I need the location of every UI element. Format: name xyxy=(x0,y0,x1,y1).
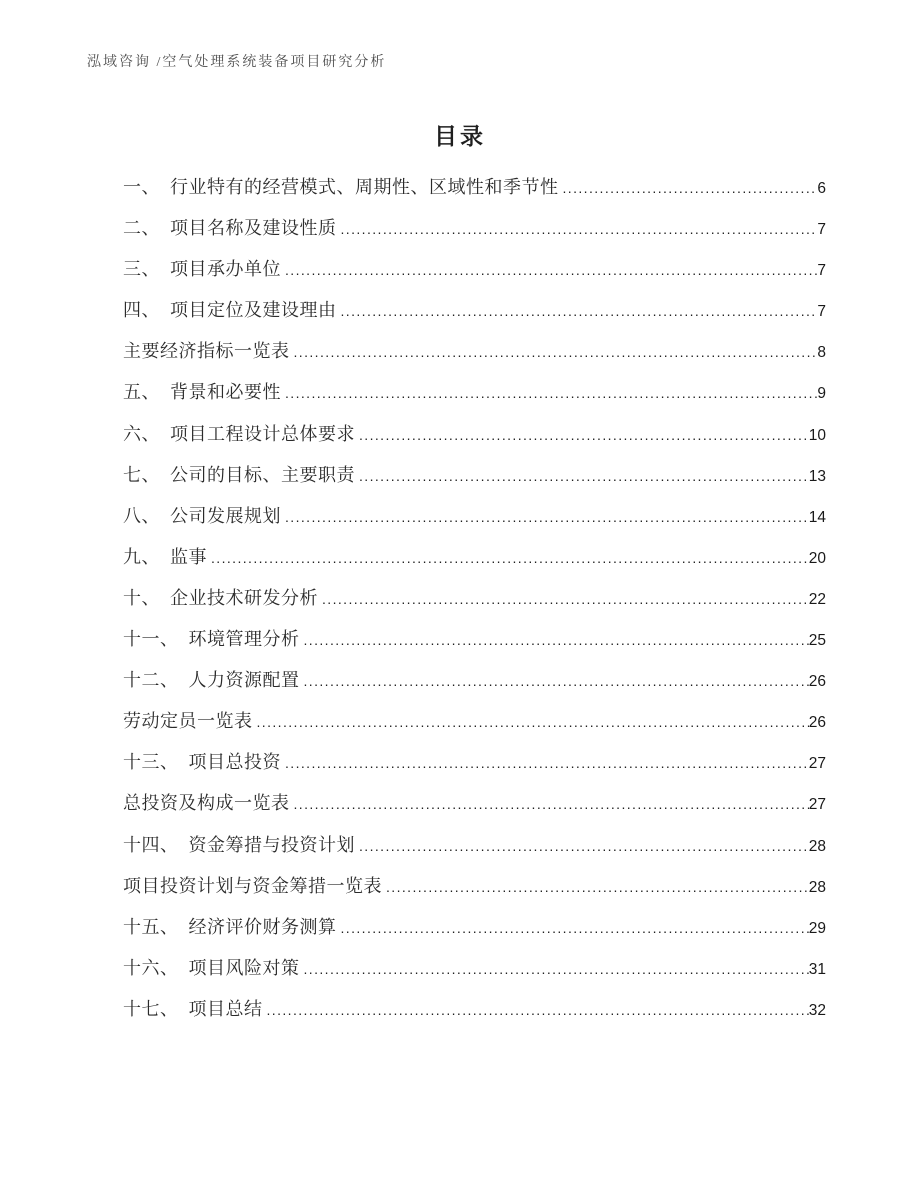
toc-entry-label: 总投资及构成一览表 xyxy=(123,793,290,814)
toc-entry-page: 7 xyxy=(817,303,826,321)
toc-leader-dots xyxy=(294,344,818,362)
toc-leader-dots xyxy=(211,550,809,568)
toc-entry-5[interactable] xyxy=(123,339,826,380)
toc-entry-label: 五、 背景和必要性 xyxy=(123,382,281,403)
toc-entry-label: 八、 公司发展规划 xyxy=(123,505,281,526)
toc-entry-label: 十六、 项目风险对策 xyxy=(123,957,300,978)
toc-entry-6[interactable] xyxy=(123,380,826,421)
toc-entry-3[interactable] xyxy=(123,257,826,298)
toc-entry-page: 25 xyxy=(808,632,826,650)
toc-entry-page: 14 xyxy=(808,508,826,526)
toc-leader-dots xyxy=(322,591,809,609)
toc-entry-15[interactable] xyxy=(123,750,826,791)
toc-entry-label: 十一、 环境管理分析 xyxy=(123,629,300,650)
toc-list xyxy=(123,175,826,1038)
toc-leader-dots xyxy=(267,1002,809,1020)
toc-entry-label: 七、 公司的目标、主要职责 xyxy=(123,464,355,485)
toc-entry-page: 13 xyxy=(808,467,826,485)
toc-leader-dots xyxy=(359,427,809,445)
toc-leader-dots xyxy=(304,632,809,650)
toc-leader-dots xyxy=(359,468,809,486)
toc-leader-dots xyxy=(285,755,809,773)
toc-entry-page: 20 xyxy=(808,549,826,567)
toc-entry-label: 三、 项目承办单位 xyxy=(123,259,281,280)
toc-entry-label: 二、 项目名称及建设性质 xyxy=(123,218,337,239)
toc-entry-label: 十七、 项目总结 xyxy=(123,998,263,1019)
toc-entry-page: 6 xyxy=(817,180,826,197)
toc-entry-page: 7 xyxy=(817,262,826,280)
toc-leader-dots xyxy=(285,262,817,280)
toc-leader-dots xyxy=(563,180,818,198)
toc-leader-dots xyxy=(341,221,818,239)
document-header: 泓域咨询 /空气处理系统装备项目研究分析 xyxy=(87,55,387,70)
toc-entry-8[interactable] xyxy=(123,463,826,504)
toc-entry-9[interactable] xyxy=(123,504,826,545)
toc-entry-label: 十二、 人力资源配置 xyxy=(123,670,300,691)
toc-leader-dots xyxy=(304,961,809,979)
toc-entry-16[interactable] xyxy=(123,791,826,832)
toc-title: 目录 xyxy=(434,123,486,149)
toc-leader-dots xyxy=(285,509,809,527)
toc-entry-2[interactable] xyxy=(123,216,826,257)
toc-entry-label: 十三、 项目总投资 xyxy=(123,752,281,773)
toc-entry-20[interactable] xyxy=(123,956,826,997)
toc-leader-dots xyxy=(341,303,818,321)
toc-leader-dots xyxy=(359,838,809,856)
toc-leader-dots xyxy=(386,879,809,897)
toc-entry-7[interactable] xyxy=(123,422,826,463)
toc-entry-14[interactable] xyxy=(123,709,826,750)
toc-leader-dots xyxy=(294,796,809,814)
toc-entry-12[interactable] xyxy=(123,627,826,668)
toc-entry-21[interactable] xyxy=(123,997,826,1038)
toc-entry-11[interactable] xyxy=(123,586,826,627)
toc-entry-page: 27 xyxy=(808,796,826,814)
toc-entry-label: 十四、 资金筹措与投资计划 xyxy=(123,834,355,855)
toc-leader-dots xyxy=(341,920,809,938)
toc-entry-page: 22 xyxy=(808,590,826,608)
toc-entry-13[interactable] xyxy=(123,668,826,709)
toc-entry-label: 六、 项目工程设计总体要求 xyxy=(123,423,355,444)
toc-entry-page: 8 xyxy=(817,344,826,362)
toc-entry-1[interactable] xyxy=(123,175,826,216)
toc-entry-page: 26 xyxy=(808,673,826,691)
toc-entry-page: 28 xyxy=(808,878,826,896)
toc-entry-label: 劳动定员一览表 xyxy=(123,711,253,732)
toc-entry-label: 九、 监事 xyxy=(123,546,207,567)
toc-entry-page: 28 xyxy=(808,837,826,855)
toc-entry-page: 9 xyxy=(817,385,826,403)
toc-entry-page: 26 xyxy=(808,714,826,732)
toc-leader-dots xyxy=(285,385,817,403)
toc-entry-4[interactable] xyxy=(123,298,826,339)
toc-entry-17[interactable] xyxy=(123,833,826,874)
toc-entry-page: 29 xyxy=(808,919,826,937)
toc-entry-page: 10 xyxy=(808,426,826,444)
toc-entry-label: 十、 企业技术研发分析 xyxy=(123,587,318,608)
toc-entry-page: 32 xyxy=(808,1001,826,1019)
toc-entry-label: 十五、 经济评价财务测算 xyxy=(123,916,337,937)
toc-entry-19[interactable] xyxy=(123,915,826,956)
toc-entry-page: 31 xyxy=(808,960,826,978)
toc-leader-dots xyxy=(257,714,809,732)
toc-leader-dots xyxy=(304,673,809,691)
toc-entry-label: 主要经济指标一览表 xyxy=(123,341,290,362)
toc-entry-label: 四、 项目定位及建设理由 xyxy=(123,300,337,321)
toc-entry-page: 7 xyxy=(817,221,826,239)
toc-entry-18[interactable] xyxy=(123,874,826,915)
toc-entry-label: 一、 行业特有的经营模式、周期性、区域性和季节性 xyxy=(123,177,559,197)
toc-entry-label: 项目投资计划与资金筹措一览表 xyxy=(123,875,382,896)
toc-entry-page: 27 xyxy=(808,755,826,773)
toc-entry-10[interactable] xyxy=(123,545,826,586)
